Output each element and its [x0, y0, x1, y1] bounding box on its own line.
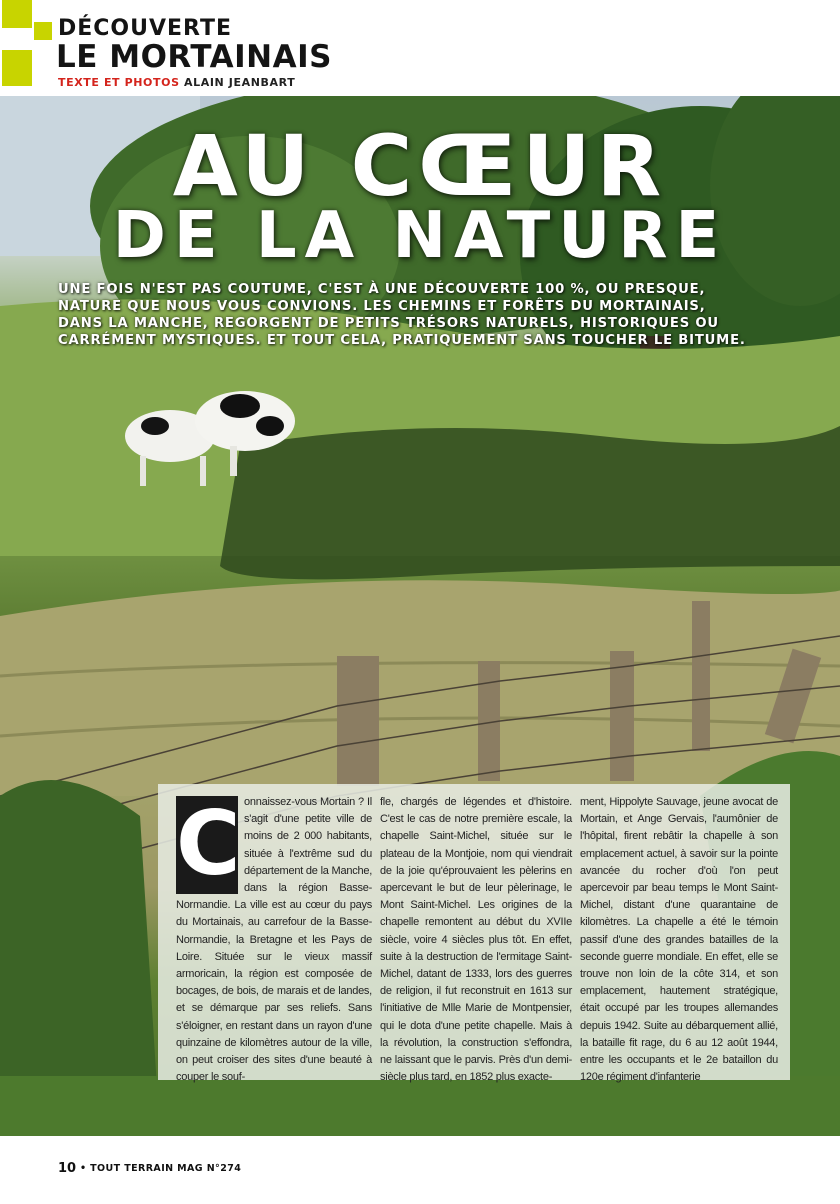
section-kicker: DÉCOUVERTE	[58, 16, 233, 41]
byline-author: ALAIN JEANBART	[184, 76, 296, 89]
accent-square	[34, 22, 52, 40]
byline-label: TEXTE ET PHOTOS	[58, 76, 180, 89]
hedge-shadow	[220, 426, 840, 579]
column-1-text: onnaissez-vous Mortain ? Il s'agit d'une petite ville de moins de 2 000 habitants, située à l'extrême sud du département de la Manche, dans la région Basse-Normandie. La ville est au cœur du pays du Mortainais, au carrefour de la Basse-Normandie, la Bretagne et les Pays de Loire. Située sur le vieux massif armoricain, la région est composée de bocages, de bois, de marais et de landes, et se démarque par ses reliefs. Sans s'éloigner, en restant dans un rayon d'une quinzaine de kilomètres autour de la ville, on peut croiser des sites d'une beauté à couper le souf-	[176, 796, 372, 1084]
article-column-3: ment, Hippolyte Sauvage, jeune avocat de Mortain, et Ange Gervais, l'aumônier de l'hôpital, firent rebâtir la chapelle à son emplacement actuel, à savoir sur la pointe avancée du rocher d'où l'on peut apercevoir par beau temps le Mont Saint-Michel, distant d'une quarantaine de kilomètres. La chapelle a été le témoin passif d'une des grandes batailles de la seconde guerre mondiale. En effet, elle se trouve non loin de la côte 314, et son emplacement, hautement stratégique, était occupé par les troupes allemandes depuis 1942. Suite au débarquement allié, la bataille fit rage, du 6 au 12 août 1944, entre les occupants et le 2e bataillon du 120e régiment d'infanterie	[580, 796, 778, 1084]
byline	[58, 77, 295, 88]
article-lede: UNE FOIS N'EST PAS COUTUME, C'EST À UNE DÉCOUVERTE 100 %, OU PRESQUE, NATURE QUE NOUS VOUS CONVIONS. LES CHEMINS ET FORÊTS DU MORTAINAIS, DANS LA MANCHE, REGORGENT DE PETITS TRÉSORS NATURELS, HISTORIQUES OU CARRÉMENT MYSTIQUES. ET TOUT CELA, PRATIQUEMENT SANS TOUCHER LE BITUME.	[58, 282, 746, 348]
section-title: LE MORTAINAIS	[56, 39, 332, 75]
page-footer	[0, 1136, 840, 1204]
drop-cap: C	[176, 792, 241, 895]
accent-square	[2, 0, 32, 28]
headline-line-1: AU CŒUR	[172, 117, 668, 215]
accent-square	[2, 50, 32, 86]
article-column-1	[176, 794, 372, 1086]
page-number: 10	[58, 1161, 77, 1176]
article-column-2: fle, chargés de légendes et d'histoire. C'est le cas de notre première escale, la chapelle Saint-Michel, située sur le plateau de la Montjoie, nom qui viendrait de la joie qu'éprouvaient les pèlerins en apercevant le but de leur pèlerinage, le Mont Saint-Michel. Les origines de la chapelle remontent au début du XVIIe siècle, voire 4 siècles plus tôt. En effet, suite à la destruction de l'ermitage Saint-Michel, datant de 1333, lors des guerres de religion, il fut reconstruit en 1613 sur l'initiative de Mlle Marie de Montpensier, qui le dota d'une petite chapelle. Mais à la révolution, la construction s'effondra, ne laissant que le parvis. Près d'un demi-siècle plus tard, en 1852 plus exacte-	[380, 796, 572, 1084]
magazine-issue: • TOUT TERRAIN MAG N°274	[80, 1163, 242, 1174]
article-body	[158, 784, 790, 1084]
page-header	[0, 0, 840, 96]
headline-line-2: DE LA NATURE	[112, 199, 728, 273]
